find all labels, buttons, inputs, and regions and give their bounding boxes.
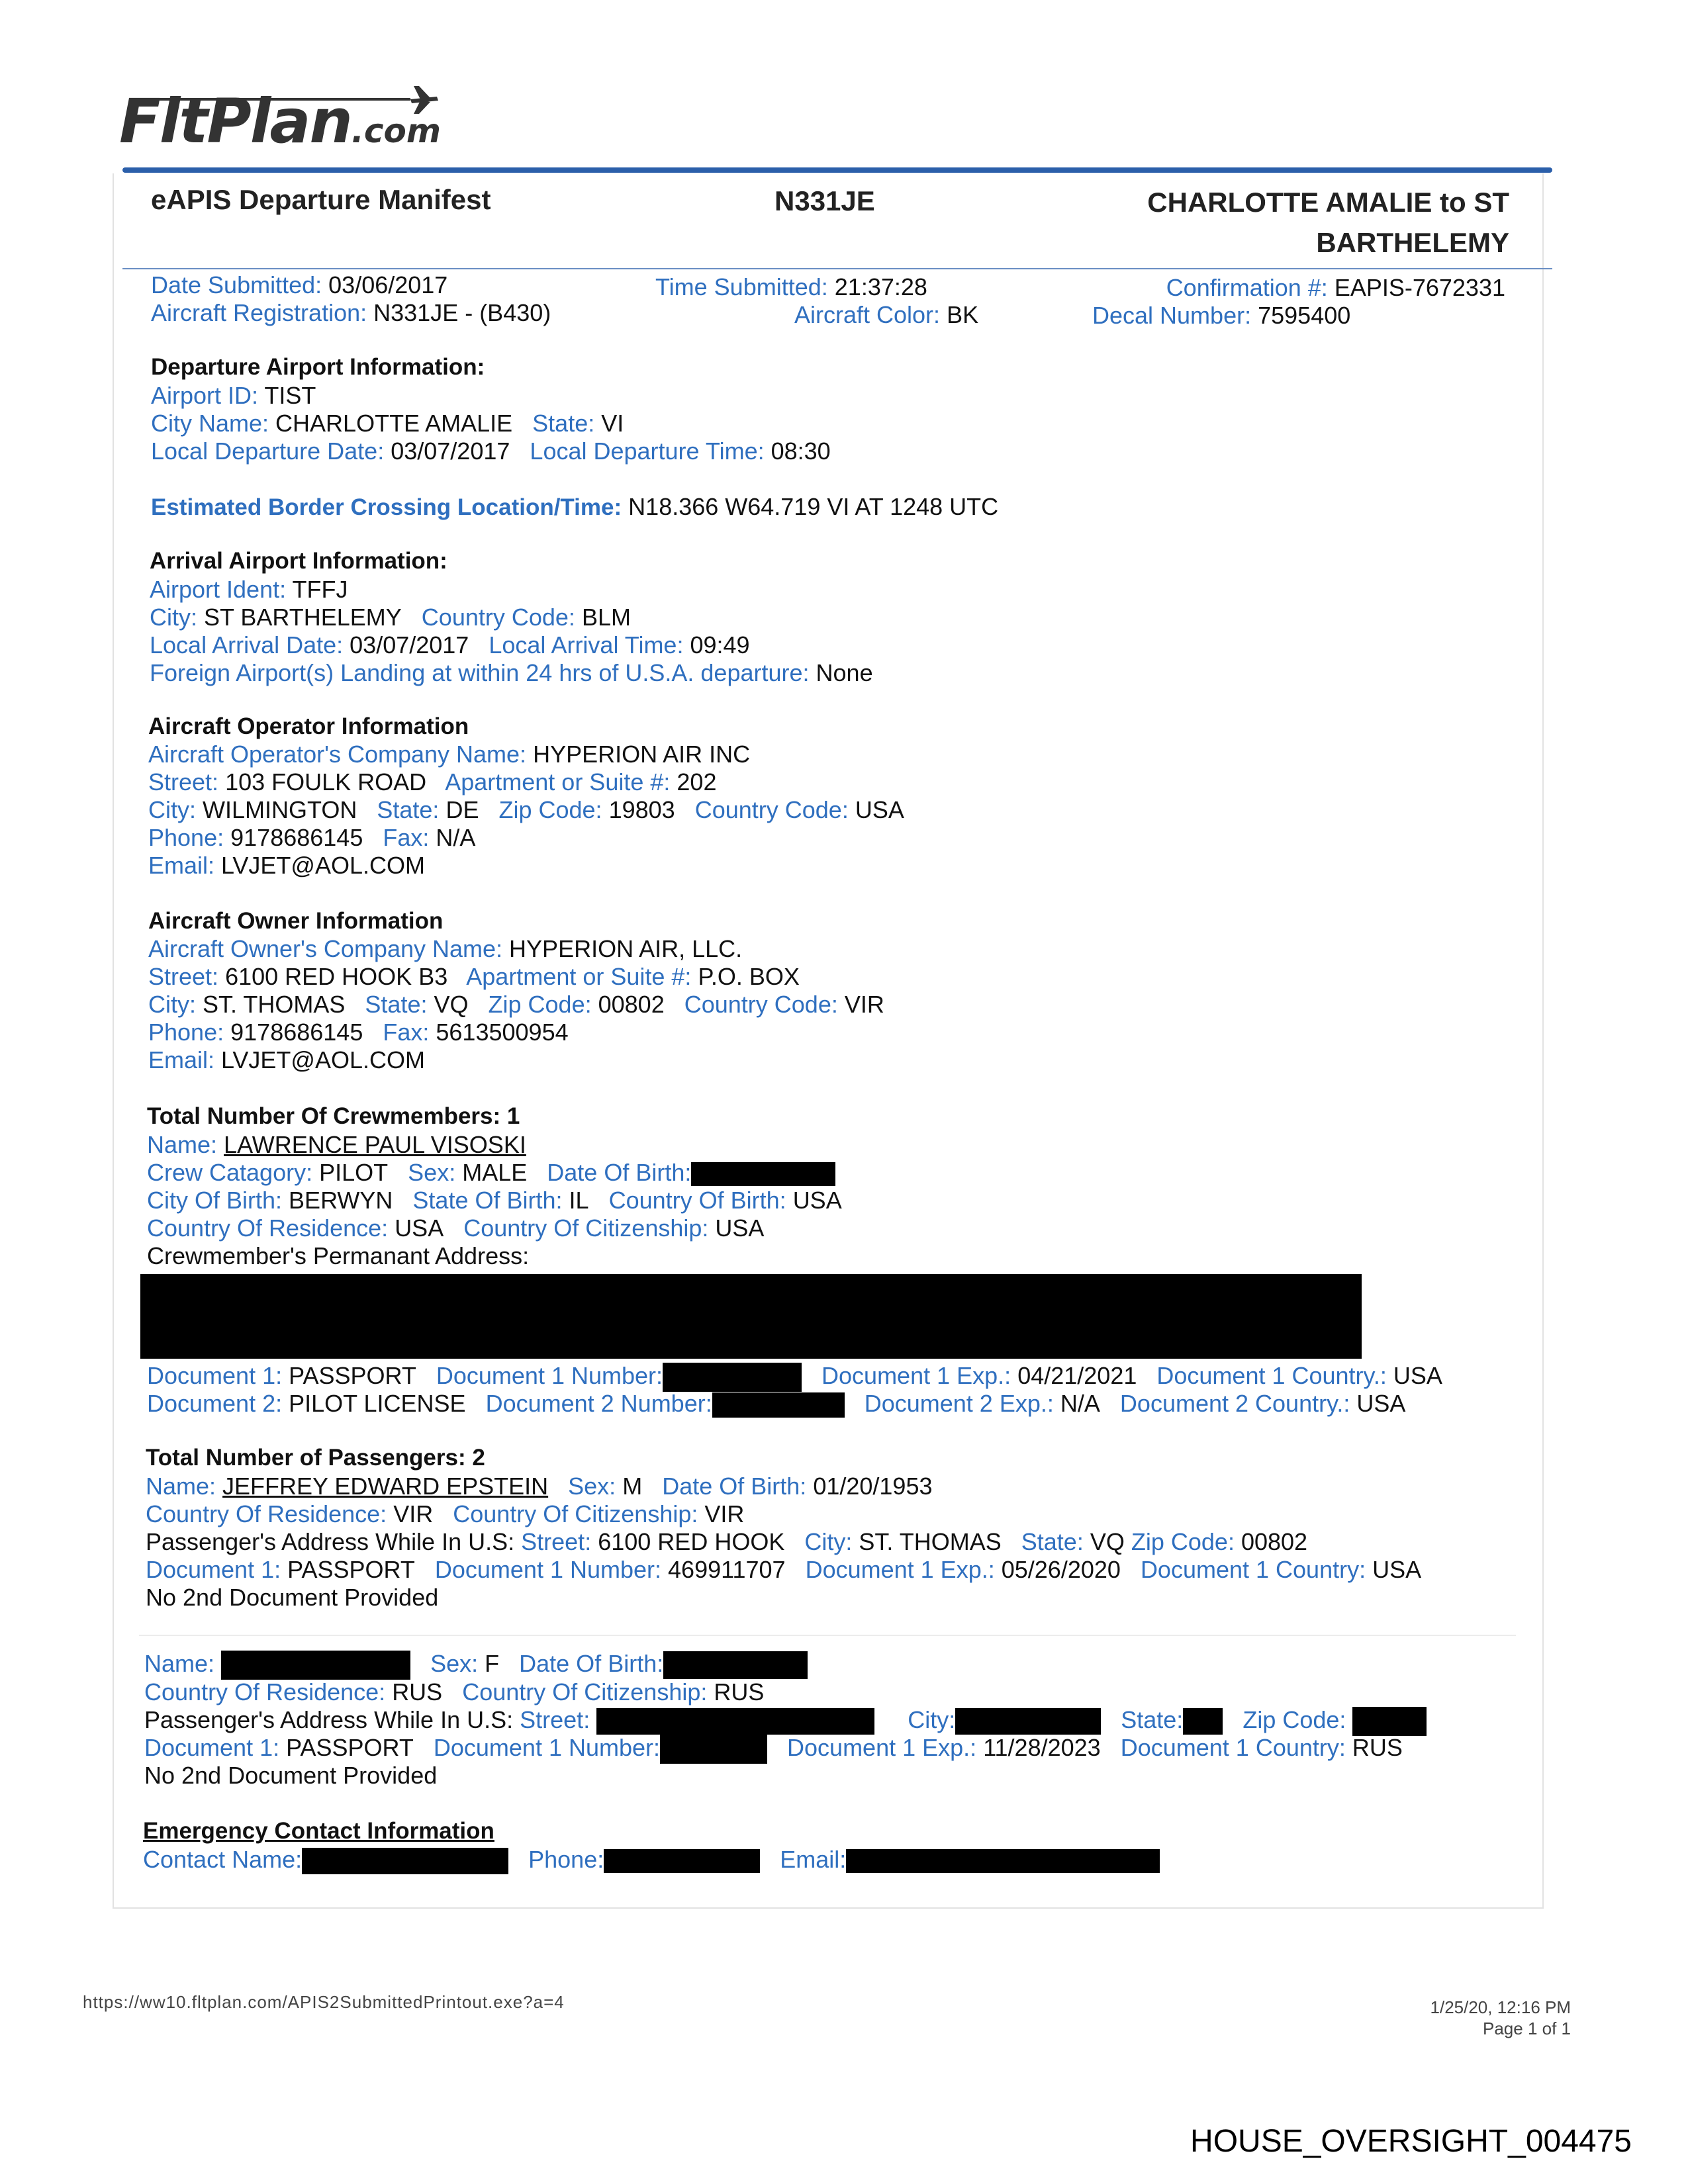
operator-phone-label: Phone:: [148, 824, 224, 851]
owner-apt-label: Apartment or Suite #:: [466, 963, 692, 990]
passenger1-dob-label: Date Of Birth:: [662, 1473, 807, 1500]
arrival-city-value: ST BARTHELEMY: [204, 604, 402, 631]
owner-fax-label: Fax:: [383, 1019, 430, 1046]
crew-doc1-exp-value: 04/21/2021: [1017, 1362, 1137, 1389]
passenger2-no-second-doc: No 2nd Document Provided: [144, 1762, 438, 1789]
city-name-value: CHARLOTTE AMALIE: [275, 410, 513, 437]
passenger2-name-label: Name:: [144, 1650, 215, 1677]
owner-city-label: City:: [148, 991, 196, 1018]
owner-apt-value: P.O. BOX: [698, 963, 800, 990]
arrival-date-value: 03/07/2017: [350, 631, 469, 659]
print-datetime: 1/25/20, 12:16 PM: [1430, 1997, 1571, 2017]
airplane-icon: [152, 85, 444, 118]
redaction: [663, 1363, 802, 1392]
aircraft-color-label: Aircraft Color:: [794, 301, 941, 328]
time-submitted-label: Time Submitted:: [655, 273, 828, 300]
operator-company-label: Aircraft Operator's Company Name:: [148, 741, 527, 768]
departure-airport-row: [151, 382, 316, 410]
page-number: Page 1 of 1: [1483, 2019, 1571, 2038]
redaction: [1352, 1707, 1427, 1736]
crew-doc1-number-label: Document 1 Number:: [436, 1362, 663, 1389]
airport-ident-label: Airport Ident:: [150, 576, 287, 603]
owner-heading: Aircraft Owner Information: [148, 908, 444, 934]
passenger1-street-label: Street:: [521, 1528, 592, 1555]
country-code-label: Country Code:: [421, 604, 575, 631]
passenger1-residence-value: VIR: [393, 1500, 434, 1527]
passenger1-sex-label: Sex:: [568, 1473, 616, 1500]
crew-residence-label: Country Of Residence:: [147, 1214, 389, 1242]
redaction: [1183, 1708, 1223, 1735]
arrival-heading: Arrival Airport Information:: [150, 548, 447, 574]
owner-email-label: Email:: [148, 1046, 215, 1073]
header-bar: [122, 167, 1552, 173]
passenger1-doc1-row: [146, 1556, 1421, 1584]
redaction: [221, 1651, 410, 1680]
passenger1-doc1-label: Document 1:: [146, 1556, 281, 1583]
crew-dob-label: Date Of Birth:: [547, 1159, 692, 1186]
crew-name-value: LAWRENCE PAUL VISOSKI: [224, 1131, 526, 1158]
owner-fax-value: 5613500954: [436, 1019, 569, 1046]
printout-url: https://ww10.fltplan.com/APIS2SubmittedPrintout.exe?a=4: [83, 1992, 565, 2012]
operator-country-value: USA: [855, 796, 904, 823]
passenger2-citizenship-value: RUS: [714, 1678, 765, 1706]
airport-id-label: Airport ID:: [151, 382, 259, 409]
passenger1-doc1-exp-label: Document 1 Exp.:: [805, 1556, 995, 1583]
owner-street-label: Street:: [148, 963, 219, 990]
crew-name-label: Name:: [147, 1131, 218, 1158]
owner-zip-label: Zip Code:: [488, 991, 592, 1018]
owner-email-value: LVJET@AOL.COM: [221, 1046, 425, 1073]
emergency-contact-row: [143, 1846, 1160, 1874]
arrival-time-value: 09:49: [690, 631, 750, 659]
operator-street-row: [148, 768, 716, 796]
crew-doc1-value: PASSPORT: [289, 1362, 416, 1389]
crew-heading: Total Number Of Crewmembers: 1: [147, 1103, 520, 1129]
contact-name-label: Contact Name:: [143, 1846, 303, 1873]
passenger1-doc1-exp-value: 05/26/2020: [1001, 1556, 1121, 1583]
foreign-airport-value: None: [816, 659, 873, 686]
passenger2-state-label: State:: [1121, 1706, 1184, 1733]
operator-apt-value: 202: [677, 768, 717, 796]
redaction: [604, 1849, 760, 1873]
crew-doc2-country-value: USA: [1356, 1390, 1406, 1417]
crew-city-of-birth-value: BERWYN: [289, 1187, 393, 1214]
operator-street-value: 103 FOULK ROAD: [225, 768, 427, 796]
departure-heading: Departure Airport Information:: [151, 354, 485, 380]
departure-time-row: [151, 437, 831, 465]
crew-state-of-birth-label: State Of Birth:: [412, 1187, 563, 1214]
passenger2-doc1-exp-label: Document 1 Exp.:: [787, 1734, 977, 1761]
arrival-ident-row: [150, 576, 348, 604]
owner-phone-row: [148, 1019, 569, 1046]
owner-street-value: 6100 RED HOOK B3: [225, 963, 448, 990]
crew-doc1-exp-label: Document 1 Exp.:: [821, 1362, 1011, 1389]
crew-category-row: [147, 1159, 835, 1187]
crew-country-of-birth-label: Country Of Birth:: [608, 1187, 786, 1214]
foreign-airport-label: Foreign Airport(s) Landing at within 24 hrs of U.S.A. departure:: [150, 659, 810, 686]
owner-city-value: ST. THOMAS: [203, 991, 346, 1018]
crew-birth-row: [147, 1187, 842, 1214]
crew-doc2-country-label: Document 2 Country.:: [1119, 1390, 1350, 1417]
passenger1-citizenship-value: VIR: [704, 1500, 745, 1527]
passenger2-doc1-country-label: Document 1 Country:: [1120, 1734, 1346, 1761]
passenger1-doc1-number-value: 469911707: [668, 1556, 786, 1583]
logo-domain: .com: [351, 112, 441, 150]
border-crossing-label: Estimated Border Crossing Location/Time:: [151, 494, 622, 520]
confirmation-label: Confirmation #:: [1166, 274, 1328, 301]
passenger1-zip-value: 00802: [1241, 1528, 1308, 1555]
passenger2-doc1-exp-value: 11/28/2023: [983, 1734, 1101, 1761]
operator-state-value: DE: [445, 796, 479, 823]
arrival-city-row: [150, 604, 631, 631]
date-submitted-label: Date Submitted:: [151, 271, 322, 298]
operator-email-row: [148, 852, 425, 880]
logo-text: FltPlan: [119, 86, 352, 157]
crew-residence-row: [147, 1214, 764, 1242]
passenger1-residence-label: Country Of Residence:: [146, 1500, 387, 1527]
crew-name-row: [147, 1131, 526, 1159]
redaction: [302, 1848, 508, 1874]
state-label: State:: [532, 410, 595, 437]
operator-company-value: HYPERION AIR INC: [533, 741, 751, 768]
departure-time-value: 08:30: [771, 437, 831, 465]
operator-email-label: Email:: [148, 852, 215, 879]
crew-doc2-value: PILOT LICENSE: [289, 1390, 466, 1417]
owner-company-label: Aircraft Owner's Company Name:: [148, 935, 503, 962]
operator-city-label: City:: [148, 796, 196, 823]
tail-number: N331JE: [774, 185, 875, 216]
operator-phone-value: 9178686145: [230, 824, 363, 851]
redaction: [596, 1708, 874, 1735]
crew-doc1-row: [147, 1362, 1442, 1392]
owner-country-label: Country Code:: [684, 991, 838, 1018]
operator-country-label: Country Code:: [694, 796, 849, 823]
passenger2-address-label: Passenger's Address While In U.S:: [144, 1706, 514, 1733]
passenger2-address-row: [144, 1706, 1427, 1736]
crew-sex-label: Sex:: [408, 1159, 456, 1186]
passenger1-zip-label: Zip Code:: [1131, 1528, 1235, 1555]
header-divider: [122, 268, 1552, 269]
passenger1-sex-value: M: [622, 1473, 643, 1500]
owner-email-row: [148, 1046, 425, 1074]
passenger1-no-second-doc: No 2nd Document Provided: [146, 1584, 439, 1611]
foreign-airport-row: [150, 659, 873, 687]
crew-residence-value: USA: [395, 1214, 444, 1242]
passenger2-doc1-value: PASSPORT: [286, 1734, 414, 1761]
owner-zip-value: 00802: [598, 991, 665, 1018]
passenger2-doc1-label: Document 1:: [144, 1734, 280, 1761]
passenger1-name-row: [146, 1473, 933, 1500]
owner-company-value: HYPERION AIR, LLC.: [509, 935, 743, 962]
registration-label: Aircraft Registration:: [151, 299, 367, 326]
confirmation-row: [1166, 274, 1505, 302]
operator-company-row: [148, 741, 750, 768]
crew-doc2-exp-value: N/A: [1060, 1390, 1100, 1417]
emergency-heading: Emergency Contact Information: [143, 1818, 494, 1844]
operator-apt-label: Apartment or Suite #:: [445, 768, 671, 796]
crew-country-of-birth-value: USA: [792, 1187, 842, 1214]
passenger2-city-label: City:: [908, 1706, 956, 1733]
crew-doc2-number-label: Document 2 Number:: [485, 1390, 712, 1417]
passenger1-dob-value: 01/20/1953: [813, 1473, 933, 1500]
crew-doc2-label: Document 2:: [147, 1390, 283, 1417]
passenger1-state-label: State:: [1021, 1528, 1084, 1555]
contact-email-label: Email:: [780, 1846, 847, 1873]
arrival-city-label: City:: [150, 604, 197, 631]
operator-street-label: Street:: [148, 768, 219, 796]
passenger1-city-value: ST. THOMAS: [859, 1528, 1002, 1555]
owner-phone-label: Phone:: [148, 1019, 224, 1046]
passenger2-doc1-country-value: RUS: [1352, 1734, 1403, 1761]
route-line-1: CHARLOTTE AMALIE to ST: [1147, 187, 1509, 218]
contact-phone-label: Phone:: [528, 1846, 604, 1873]
redaction: [663, 1651, 808, 1679]
owner-street-row: [148, 963, 800, 991]
passenger2-sex-label: Sex:: [430, 1650, 479, 1677]
operator-email-value: LVJET@AOL.COM: [221, 852, 425, 879]
passenger1-residence-row: [146, 1500, 744, 1528]
border-crossing-value: N18.366 W64.719 VI AT 1248 UTC: [628, 493, 999, 520]
date-submitted-row: [151, 271, 447, 299]
owner-state-label: State:: [365, 991, 428, 1018]
aircraft-color-value: BK: [947, 301, 979, 328]
passenger1-name-value: JEFFREY EDWARD EPSTEIN: [222, 1473, 549, 1500]
crew-doc1-country-value: USA: [1393, 1362, 1442, 1389]
passenger1-citizenship-label: Country Of Citizenship:: [453, 1500, 698, 1527]
passenger2-doc1-number-label: Document 1 Number:: [433, 1734, 661, 1761]
passenger-divider: [139, 1635, 1516, 1636]
operator-fax-label: Fax:: [383, 824, 430, 851]
passenger2-residence-row: [144, 1678, 764, 1706]
country-code-value: BLM: [581, 604, 631, 631]
aircraft-color-row: [794, 301, 978, 329]
arrival-time-row: [150, 631, 750, 659]
arrival-time-label: Local Arrival Time:: [489, 631, 684, 659]
bates-number: HOUSE_OVERSIGHT_004475: [1190, 2124, 1632, 2159]
operator-city-row: [148, 796, 904, 824]
passenger1-doc1-value: PASSPORT: [287, 1556, 415, 1583]
crew-doc1-country-label: Document 1 Country.:: [1156, 1362, 1387, 1389]
passenger2-dob-label: Date Of Birth:: [519, 1650, 664, 1677]
passenger2-citizenship-label: Country Of Citizenship:: [462, 1678, 708, 1706]
passenger1-name-label: Name:: [146, 1473, 216, 1500]
redaction: [660, 1735, 767, 1764]
date-submitted-value: 03/06/2017: [328, 271, 448, 298]
owner-city-row: [148, 991, 884, 1019]
time-submitted-value: 21:37:28: [834, 273, 927, 300]
passenger1-address-label: Passenger's Address While In U.S:: [146, 1528, 515, 1555]
owner-country-value: VIR: [844, 991, 884, 1018]
operator-zip-value: 19803: [608, 796, 675, 823]
passenger1-city-label: City:: [804, 1528, 853, 1555]
airport-ident-value: TFFJ: [292, 576, 348, 603]
crew-citizenship-value: USA: [715, 1214, 765, 1242]
airport-id-value: TIST: [264, 382, 316, 409]
passenger1-address-row: [146, 1528, 1307, 1556]
departure-date-label: Local Departure Date:: [151, 437, 385, 465]
registration-value: N331JE - (B430): [373, 299, 551, 326]
crew-permanent-address-label: Crewmember's Permanant Address:: [147, 1242, 530, 1269]
crew-citizenship-label: Country Of Citizenship:: [463, 1214, 709, 1242]
time-submitted-row: [655, 273, 927, 301]
operator-heading: Aircraft Operator Information: [148, 713, 469, 739]
passengers-heading: Total Number of Passengers: 2: [146, 1445, 485, 1471]
passenger2-street-label: Street:: [520, 1706, 590, 1733]
decal-label: Decal Number:: [1092, 302, 1252, 329]
redaction: [140, 1274, 1362, 1359]
owner-phone-value: 9178686145: [230, 1019, 363, 1046]
passenger1-doc1-country-value: USA: [1372, 1556, 1422, 1583]
decal-row: [1092, 302, 1350, 330]
operator-city-value: WILMINGTON: [203, 796, 357, 823]
passenger2-doc1-row: [144, 1734, 1403, 1764]
passenger2-sex-value: F: [485, 1650, 500, 1677]
passenger2-residence-label: Country Of Residence:: [144, 1678, 386, 1706]
crew-city-of-birth-label: City Of Birth:: [147, 1187, 283, 1214]
crew-state-of-birth-value: IL: [569, 1187, 589, 1214]
registration-row: [151, 299, 551, 327]
operator-phone-row: [148, 824, 475, 852]
arrival-date-label: Local Arrival Date:: [150, 631, 344, 659]
confirmation-value: EAPIS-7672331: [1334, 274, 1505, 301]
crew-doc2-row: [147, 1390, 1405, 1418]
redaction: [691, 1162, 835, 1186]
departure-city-row: [151, 410, 624, 437]
decal-value: 7595400: [1258, 302, 1351, 329]
passenger1-street-value: 6100 RED HOOK: [598, 1528, 785, 1555]
crew-category-label: Crew Catagory:: [147, 1159, 313, 1186]
city-name-label: City Name:: [151, 410, 269, 437]
passenger2-name-row: [144, 1650, 808, 1680]
passenger1-doc1-number-label: Document 1 Number:: [434, 1556, 662, 1583]
operator-fax-value: N/A: [436, 824, 476, 851]
departure-date-value: 03/07/2017: [391, 437, 510, 465]
passenger1-doc1-country-label: Document 1 Country:: [1140, 1556, 1366, 1583]
owner-state-value: VQ: [434, 991, 469, 1018]
redaction: [955, 1708, 1101, 1735]
route-line-2: BARTHELEMY: [1316, 227, 1509, 258]
state-value: VI: [601, 410, 624, 437]
manifest-title: eAPIS Departure Manifest: [151, 184, 491, 215]
crew-doc1-label: Document 1:: [147, 1362, 283, 1389]
redaction: [846, 1849, 1160, 1873]
crew-category-value: PILOT: [319, 1159, 389, 1186]
crew-sex-value: MALE: [462, 1159, 528, 1186]
operator-state-label: State:: [377, 796, 440, 823]
border-crossing-row: [151, 493, 998, 521]
redaction: [712, 1392, 845, 1418]
operator-zip-label: Zip Code:: [498, 796, 602, 823]
passenger2-residence-value: RUS: [392, 1678, 443, 1706]
departure-time-label: Local Departure Time:: [530, 437, 765, 465]
crew-doc2-exp-label: Document 2 Exp.:: [864, 1390, 1054, 1417]
passenger1-state-value: VQ: [1090, 1528, 1125, 1555]
owner-company-row: [148, 935, 742, 963]
passenger2-zip-label: Zip Code:: [1243, 1706, 1346, 1733]
